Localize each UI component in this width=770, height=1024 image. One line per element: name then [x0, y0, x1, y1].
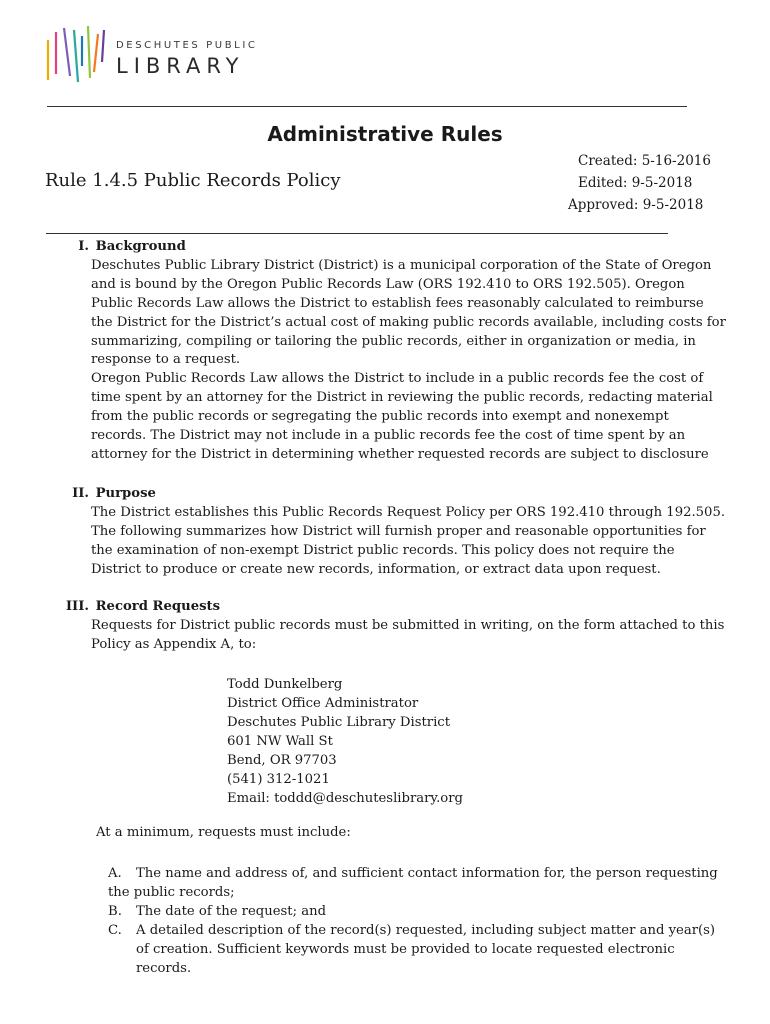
list-letter: C.	[108, 922, 122, 938]
contact-address	[227, 675, 463, 808]
section-heading	[53, 485, 728, 504]
paragraph: Requests for District public records must be submitted in writing, on the form attached to this Policy as Appendix A, to:	[91, 617, 725, 652]
section-number: I.	[78, 239, 89, 254]
header-divider	[47, 106, 687, 107]
contact-title: District Office Administrator	[227, 696, 419, 711]
section-purpose	[53, 485, 728, 580]
list-item	[108, 865, 723, 903]
contact-email: Email: toddd@deschuteslibrary.org	[227, 791, 463, 806]
section-background	[53, 238, 728, 465]
section-number: III.	[65, 599, 89, 614]
edited-date: Edited: 9-5-2018	[578, 175, 693, 191]
section-heading	[53, 238, 728, 257]
contact-org: Deschutes Public Library District	[227, 715, 450, 730]
list-text: A detailed description of the record(s) requested, including subject matter and year(s) of creation. Sufficient keywords must be provided to locate requested electronic records.	[136, 922, 716, 976]
created-date: Created: 5-16-2016	[578, 153, 711, 169]
contact-city: Bend, OR 97703	[227, 753, 337, 768]
contact-phone: (541) 312-1021	[227, 772, 330, 787]
list-item	[108, 903, 723, 922]
contact-street: 601 NW Wall St	[227, 734, 333, 749]
title-divider	[46, 233, 668, 234]
logo-text-line1: DESCHUTES PUBLIC	[116, 40, 258, 51]
paragraph: Deschutes Public Library District (District) is a municipal corporation of the State of Oregon and is bound by the Oregon Public Records Law (ORS 192.410 to ORS 192.505). Oregon Public Records Law allows the District to establish fees reasonably calculated to reimburse the District for the District’s actual cost of making public records available, including costs for summarizing, compiling or tailoring the public records, either in organization or media, in response to a request.	[91, 257, 726, 368]
contact-name: Todd Dunkelberg	[227, 677, 343, 692]
page-title: Administrative Rules	[267, 122, 503, 146]
paragraph: The District establishes this Public Records Request Policy per ORS 192.410 through 192.505. The following summarizes how District will furnish proper and reasonable opportunities for the examination of non-exempt District public records. This policy does not require the District to produce or create new records, information, or extract data upon request.	[91, 504, 726, 577]
list-text: The name and address of, and sufficient contact information for, the person requesting the public records;	[108, 866, 718, 900]
section-title: Purpose	[95, 486, 156, 501]
section-title: Record Requests	[95, 599, 221, 614]
paragraph: Oregon Public Records Law allows the District to include in a public records fee the cost of time spent by an attorney for the District in reviewing the public records, redacting material from the public records or segregating the public records into exempt and nonexempt records. The District may not include in a public records fee the cost of time spent by an attorney for the District in determining whether requested records are subject to disclosure	[91, 371, 713, 462]
section-title: Background	[95, 239, 186, 254]
list-text: The date of the request; and	[136, 903, 327, 919]
logo-bars-icon	[44, 26, 108, 86]
list-letter: B.	[108, 903, 122, 919]
rule-name: Rule 1.4.5 Public Records Policy	[45, 170, 341, 191]
rule-dates	[560, 150, 711, 216]
section-record-requests	[53, 598, 728, 655]
section-heading	[53, 598, 728, 617]
list-letter: A.	[108, 866, 122, 881]
approved-date: Approved: 9-5-2018	[568, 197, 704, 213]
library-logo	[44, 26, 274, 86]
requirements-intro: At a minimum, requests must include:	[96, 825, 351, 840]
logo-text-line2: LIBRARY	[116, 54, 245, 78]
requirements-list	[108, 865, 723, 978]
list-item	[108, 922, 723, 979]
section-number: II.	[72, 486, 89, 501]
